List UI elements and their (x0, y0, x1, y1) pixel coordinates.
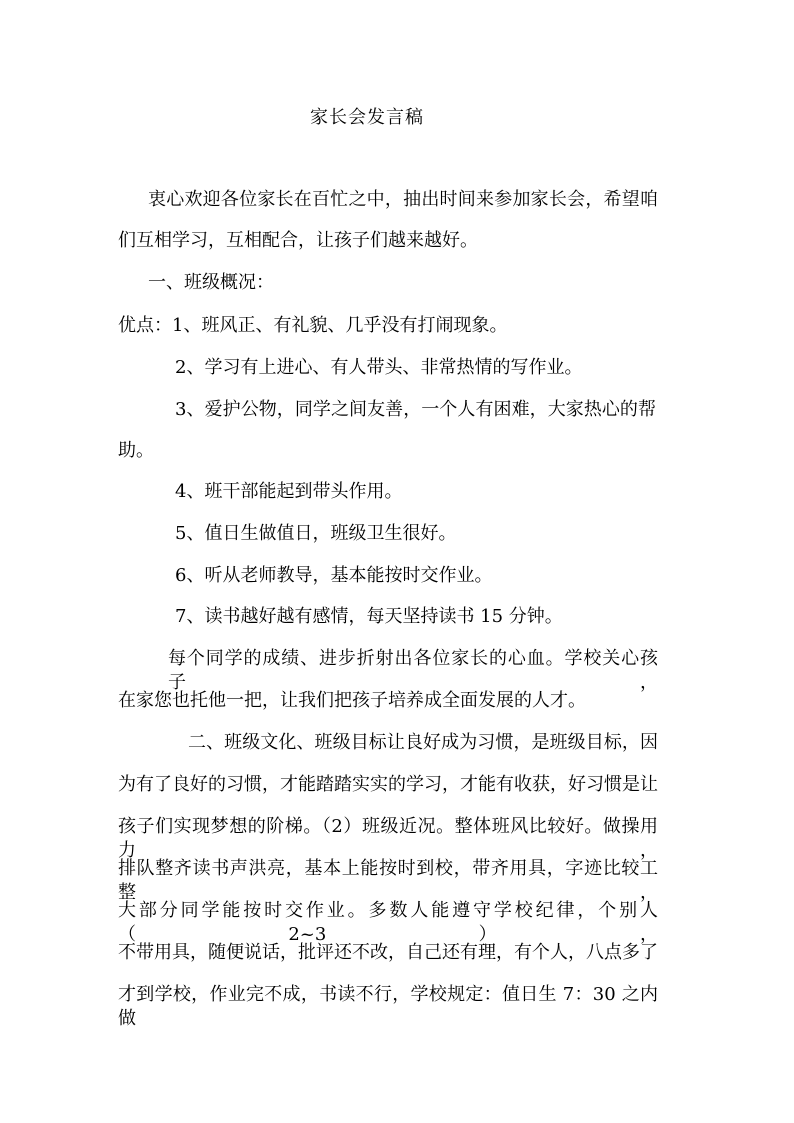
list-item: 助。 (118, 440, 154, 461)
list-item: 5、值日生做值日，班级卫生很好。 (175, 523, 457, 544)
paragraph-line: 不带用具，随便说话，批评还不改，自己还有理，有个人，八点多了 (118, 942, 658, 963)
list-item: 4、班干部能起到带头作用。 (175, 481, 403, 502)
paragraph-line: 们互相学习，互相配合，让孩子们越来越好。 (118, 230, 478, 251)
list-item: 6、听从老师教导，基本能按时交作业。 (175, 565, 493, 586)
paragraph-line: 大部分同学能按时交作业。多数人能遵守学校纪律，个别人（2~3）， (118, 900, 658, 945)
section-heading: 一、班级概况： (148, 272, 274, 293)
paragraph-line: 每个同学的成绩、进步折射出各位家长的心血。学校关心孩子， (168, 648, 658, 693)
document-title: 家长会发言稿 (310, 107, 424, 128)
paragraph-line: 衷心欢迎各位家长在百忙之中，抽出时间来参加家长会，希望咱 (148, 189, 658, 210)
list-item: 3、爱护公物，同学之间友善，一个人有困难，大家热心的帮 (175, 399, 656, 420)
paragraph-line: 排队整齐读书声洪亮，基本上能按时到校，带齐用具，字迹比较工整， (118, 858, 658, 903)
paragraph-line: 为有了良好的习惯，才能踏踏实实的学习，才能有收获，好习惯是让 (118, 774, 658, 795)
list-item: 优点：1、班风正、有礼貌、几乎没有打闹现象。 (118, 315, 508, 336)
paragraph-line: 在家您也托他一把，让我们把孩子培养成全面发展的人才。 (118, 690, 586, 711)
paragraph-line: 二、班级文化、班级目标让良好成为习惯，是班级目标，因 (188, 732, 658, 753)
list-item: 7、读书越好越有感情，每天坚持读书 15 分钟。 (175, 606, 563, 627)
list-item: 2、学习有上进心、有人带头、非常热情的写作业。 (175, 357, 583, 378)
paragraph-line: 孩子们实现梦想的阶梯。（2）班级近况。整体班风比较好。做操用力， (118, 816, 658, 861)
paragraph-line: 才到学校，作业完不成，书读不行，学校规定：值日生 7：30 之内做 (118, 984, 658, 1029)
